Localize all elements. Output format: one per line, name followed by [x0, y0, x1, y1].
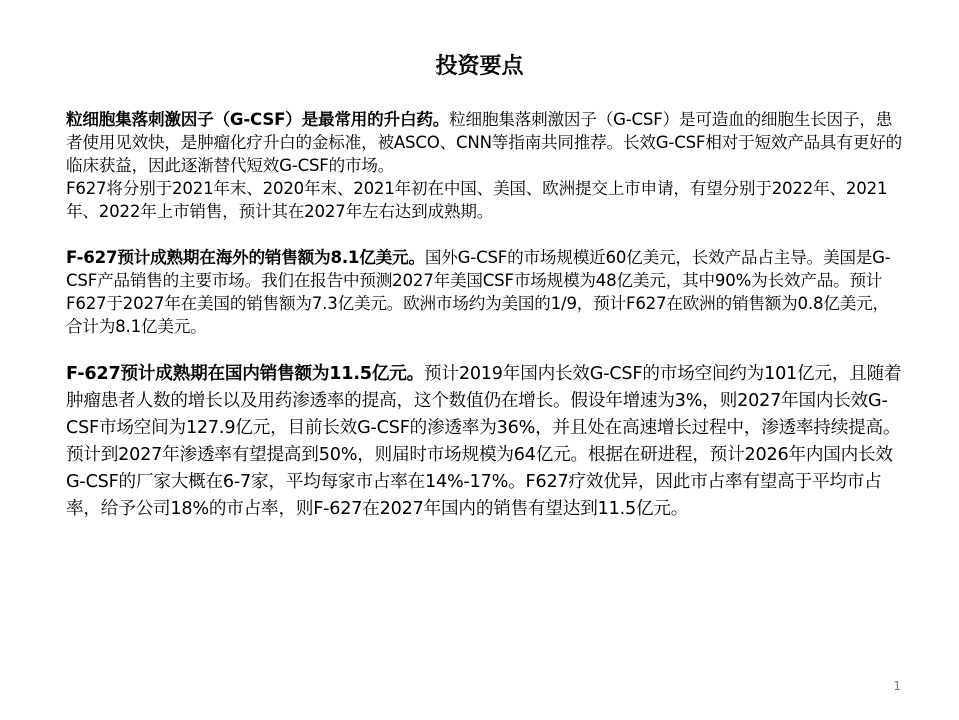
paragraph-spacer	[66, 223, 902, 246]
paragraph-lead: 粒细胞集落刺激因子（G-CSF）是最常用的升白药。	[66, 110, 450, 129]
paragraph-text: F627将分别于2021年末、2020年末、2021年初在中国、美国、欧洲提交上市申请，有望分别于2022年、2021年、2022年上市销售，预计其在2027年左右达到成熟期。	[66, 179, 888, 221]
paragraph-overseas-sales	[66, 246, 902, 338]
paragraph-lead: F-627预计成熟期在海外的销售额为8.1亿美元。	[66, 248, 425, 267]
page-number: 1	[893, 679, 901, 693]
paragraph-spacer	[66, 338, 902, 361]
paragraph-text: 粒细胞集落刺激因子（G-CSF）是可造血的细胞生长因子，患者使用见效快，是肿瘤化疗升白的金标准，被ASCO、CNN等指南共同推荐。长效G-CSF相对于短效产品具有更好的临床获益，因此逐渐替代短效G-CSF的市场。	[66, 110, 902, 175]
paragraph-domestic-sales	[66, 361, 902, 523]
paragraph-lead: F-627预计成熟期在国内销售额为11.5亿元。	[66, 364, 425, 384]
paragraph-f627-timeline	[66, 177, 902, 223]
paragraph-text: 国外G-CSF的市场规模近60亿美元，长效产品占主导。美国是G-CSF产品销售的主要市场。我们在报告中预测2027年美国CSF市场规模为48亿美元，其中90%为长效产品。预计F627于2027年在美国的销售额为7.3亿美元。欧洲市场约为美国的1/9，预计F627在欧洲的销售额为0.8亿美元，合计为8.1亿美元。	[66, 248, 891, 336]
paragraph-gcsf-overview	[66, 108, 902, 177]
slide-title: 投资要点	[435, 54, 524, 79]
paragraph-text: 预计2019年国内长效G-CSF的市场空间约为101亿元，且随着肿瘤患者人数的增长以及用药渗透率的提高，这个数值仍在增长。假设年增速为3%，则2027年国内长效G-CSF市场空间为127.9亿元，目前长效G-CSF的渗透率为36%，并且处在高速增长过程中，渗透率持续提高。预计到2027年渗透率有望提高到50%，则届时市场规模为64亿元。根据在研进程，预计2026年内国内长效G-CSF的厂家大概在6-7家，平均每家市占率在14%-17%。F627疗效优异，因此市占率有望高于平均市占率，给予公司18%的市占率，则F-627在2027年国内的销售有望达到11.5亿元。	[66, 364, 902, 519]
content-body	[66, 108, 902, 523]
